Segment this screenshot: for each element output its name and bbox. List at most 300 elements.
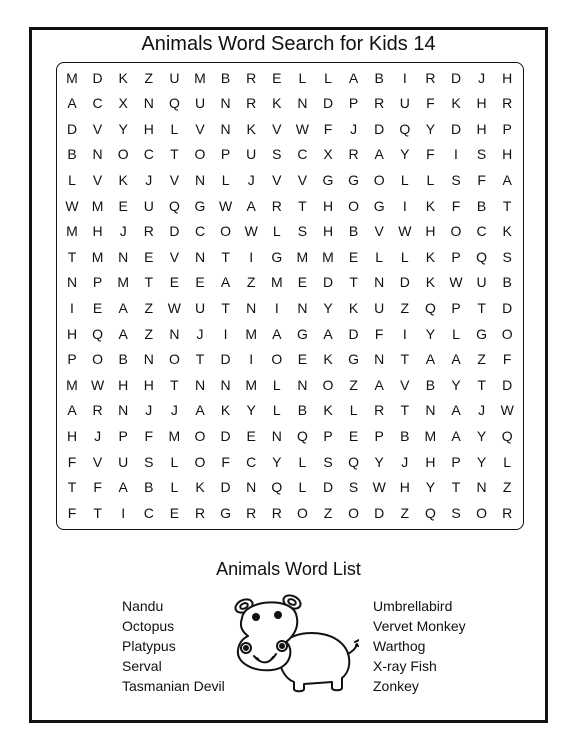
grid-letter: U <box>476 274 487 291</box>
grid-letter: C <box>297 146 308 163</box>
grid-letter: S <box>323 453 333 470</box>
grid-letter: H <box>399 479 410 496</box>
grid-letter: J <box>350 120 358 137</box>
grid-letter: T <box>400 402 410 419</box>
grid-letter: T <box>451 479 461 496</box>
grid-letter: V <box>92 453 103 470</box>
word-list-right <box>373 596 466 696</box>
grid-letter: E <box>92 299 103 316</box>
grid-letter: G <box>322 171 334 188</box>
grid-letter: L <box>375 248 384 265</box>
grid-letter: N <box>297 95 308 112</box>
grid-letter: I <box>402 197 407 214</box>
grid-letter: E <box>348 248 359 265</box>
grid-letter: J <box>119 223 127 240</box>
grid-letter: B <box>476 197 487 214</box>
grid-letter: H <box>143 120 154 137</box>
grid-letter: O <box>117 146 129 163</box>
grid-letter: V <box>374 223 384 240</box>
word-list-item: Platypus <box>122 638 176 654</box>
grid-letter: H <box>66 427 78 444</box>
grid-letter: C <box>143 504 154 521</box>
grid-letter: T <box>170 376 179 393</box>
grid-letter: P <box>67 351 77 368</box>
grid-letter: B <box>400 427 410 444</box>
grid-letter: J <box>478 69 486 86</box>
grid-letter: K <box>425 197 436 214</box>
grid-letter: M <box>424 427 437 444</box>
grid-letter: P <box>348 95 359 112</box>
grid-letter: C <box>476 223 487 240</box>
grid-letter: S <box>476 146 487 163</box>
grid-letter: T <box>477 299 486 316</box>
grid-letter: I <box>249 248 254 265</box>
grid-letter: G <box>373 197 385 214</box>
grid-letter: R <box>271 504 282 521</box>
grid-letter: Y <box>476 453 487 470</box>
grid-letter: K <box>348 299 359 316</box>
word-list-item: X-ray Fish <box>373 658 437 674</box>
grid-letter: J <box>196 325 204 342</box>
grid-letter: F <box>374 325 384 342</box>
grid-letter: L <box>272 376 281 393</box>
grid-letter: U <box>399 95 410 112</box>
grid-letter: I <box>70 299 74 316</box>
grid-letter: K <box>272 95 282 112</box>
grid-letter: A <box>451 402 461 419</box>
grid-letter: H <box>118 376 129 393</box>
grid-letter: K <box>425 274 436 291</box>
grid-letter: R <box>374 402 385 419</box>
grid-letter: A <box>118 479 128 496</box>
grid-letter: P <box>502 120 512 137</box>
grid-letter: A <box>67 402 77 419</box>
grid-letter: O <box>348 504 360 521</box>
grid-letter: J <box>247 171 255 188</box>
grid-letter: I <box>402 69 407 86</box>
grid-letter: B <box>144 479 154 496</box>
grid-letter: L <box>272 223 281 240</box>
grid-letter: I <box>402 325 407 342</box>
grid-letter: W <box>500 402 514 419</box>
grid-letter: R <box>194 504 206 521</box>
grid-letter: Y <box>476 427 487 444</box>
grid-letter: M <box>270 274 283 291</box>
grid-letter: V <box>272 120 282 137</box>
grid-letter: J <box>145 402 153 419</box>
grid-letter: R <box>425 69 436 86</box>
grid-letter: U <box>118 453 129 470</box>
grid-letter: N <box>194 376 206 393</box>
grid-letter: F <box>502 351 512 368</box>
grid-letter: N <box>194 171 206 188</box>
grid-letter: M <box>168 427 181 444</box>
grid-letter: S <box>272 146 282 163</box>
grid-letter: L <box>221 171 230 188</box>
grid-letter: U <box>169 69 180 86</box>
grid-letter: P <box>451 299 461 316</box>
grid-letter: O <box>322 376 334 393</box>
grid-letter: A <box>425 351 436 368</box>
grid-letter: V <box>195 120 205 137</box>
grid-letter: M <box>66 223 78 240</box>
word-list-item: Warthog <box>373 638 426 654</box>
grid-letter: D <box>374 120 385 137</box>
grid-letter: E <box>297 274 308 291</box>
grid-letter: S <box>297 223 308 240</box>
grid-letter: U <box>194 95 206 112</box>
grid-letter: R <box>92 402 103 419</box>
grid-letter: Y <box>425 479 436 496</box>
grid-letter: M <box>296 248 309 265</box>
grid-letter: N <box>425 402 436 419</box>
grid-letter: H <box>143 376 154 393</box>
grid-letter: D <box>322 479 334 496</box>
grid-letter: Z <box>400 299 410 316</box>
grid-letter: T <box>67 479 77 496</box>
grid-letter: Z <box>144 69 154 86</box>
grid-letter: E <box>272 69 282 86</box>
grid-letter: C <box>194 223 206 240</box>
grid-letter: K <box>425 248 436 265</box>
grid-letter: V <box>169 248 180 265</box>
grid-letter: H <box>476 120 487 137</box>
grid-letter: X <box>118 95 128 112</box>
grid-letter: W <box>295 120 309 137</box>
grid-letter: H <box>322 223 334 240</box>
grid-letter: V <box>400 376 410 393</box>
grid-letter: J <box>401 453 409 470</box>
grid-letter: A <box>323 325 333 342</box>
grid-letter: F <box>323 120 333 137</box>
grid-letter: K <box>118 171 128 188</box>
grid-letter: I <box>249 351 254 368</box>
grid-letter: M <box>245 376 258 393</box>
grid-letter: P <box>374 427 384 444</box>
grid-letter: Q <box>476 248 488 265</box>
grid-letter: N <box>246 479 257 496</box>
grid-letter: P <box>323 427 333 444</box>
grid-letter: M <box>117 274 130 291</box>
grid-letter: Z <box>349 376 358 393</box>
grid-letter: R <box>374 95 385 112</box>
grid-letter: O <box>373 171 385 188</box>
grid-letter: N <box>297 299 308 316</box>
grid-letter: L <box>298 479 307 496</box>
grid-letter: A <box>374 146 384 163</box>
grid-letter: O <box>476 504 488 521</box>
grid-letter: B <box>374 69 384 86</box>
grid-letter: A <box>220 274 231 291</box>
grid-letter: Z <box>144 299 154 316</box>
grid-letter: O <box>501 325 513 342</box>
grid-letter: K <box>323 351 333 368</box>
grid-letter: A <box>67 95 77 112</box>
grid-letter: H <box>502 146 513 163</box>
grid-letter: T <box>93 504 102 521</box>
grid-letter: P <box>92 274 103 291</box>
grid-letter: B <box>348 223 359 240</box>
grid-letter: Q <box>424 299 436 316</box>
grid-letter: Y <box>400 146 410 163</box>
grid-letter: T <box>400 351 410 368</box>
grid-letter: C <box>143 146 154 163</box>
grid-letter: F <box>144 427 154 444</box>
grid-letter: A <box>118 325 128 342</box>
grid-letter: N <box>374 351 385 368</box>
word-list-item: Serval <box>122 658 162 674</box>
grid-letter: Q <box>501 427 513 444</box>
grid-letter: F <box>67 504 77 521</box>
grid-letter: B <box>220 69 231 86</box>
grid-letter: A <box>451 351 461 368</box>
grid-letter: S <box>451 504 461 521</box>
grid-letter: C <box>246 453 257 470</box>
grid-letter: R <box>246 504 257 521</box>
grid-letter: J <box>478 402 486 419</box>
word-list-item: Tasmanian Devil <box>122 678 225 694</box>
grid-letter: D <box>220 427 231 444</box>
grid-letter: H <box>425 223 436 240</box>
grid-letter: D <box>322 95 334 112</box>
grid-letter: K <box>246 120 256 137</box>
word-list-left <box>122 596 225 696</box>
grid-letter: T <box>477 376 486 393</box>
grid-letter: L <box>452 325 460 342</box>
grid-letter: A <box>451 427 461 444</box>
grid-letter: T <box>221 248 230 265</box>
grid-letter: S <box>348 479 359 496</box>
grid-letter: G <box>348 171 360 188</box>
grid-letter: C <box>92 95 103 112</box>
grid-letter: A <box>272 325 282 342</box>
grid-letter: N <box>246 299 257 316</box>
grid-letter: Y <box>425 120 436 137</box>
grid-letter: L <box>170 453 179 470</box>
grid-letter: U <box>246 146 257 163</box>
grid-letter: O <box>92 351 104 368</box>
grid-letter: Y <box>425 325 436 342</box>
grid-letter: H <box>476 95 487 112</box>
grid-letter: B <box>118 351 128 368</box>
grid-letter: G <box>271 248 283 265</box>
grid-letter: V <box>92 120 103 137</box>
grid-letter: V <box>297 171 308 188</box>
grid-letter: Q <box>399 120 411 137</box>
grid-letter: N <box>143 95 154 112</box>
grid-letter: O <box>296 504 308 521</box>
grid-letter: N <box>143 351 154 368</box>
grid-letter: F <box>67 453 77 470</box>
grid-letter: F <box>93 479 102 496</box>
grid-letter: Y <box>323 299 333 316</box>
grid-letter: J <box>94 427 102 444</box>
grid-letter: F <box>451 197 461 214</box>
grid-letter: W <box>65 197 79 214</box>
grid-letter: L <box>349 402 358 419</box>
grid-letter: D <box>220 479 231 496</box>
grid-letter: U <box>194 299 206 316</box>
grid-letter: A <box>374 376 384 393</box>
grid-letter: E <box>118 197 128 214</box>
grid-letter: D <box>399 274 410 291</box>
grid-letter: K <box>195 479 205 496</box>
grid-letter: K <box>220 402 231 419</box>
grid-letter: O <box>348 197 360 214</box>
grid-letter: N <box>66 274 78 291</box>
grid-letter: J <box>170 402 178 419</box>
grid-letter: W <box>244 223 258 240</box>
grid-letter: I <box>121 504 126 521</box>
grid-letter: T <box>502 197 512 214</box>
grid-letter: L <box>503 453 512 470</box>
grid-letter: Z <box>400 504 410 521</box>
grid-letter: Y <box>451 376 461 393</box>
grid-letter: T <box>170 146 179 163</box>
grid-letter: E <box>169 504 180 521</box>
grid-letter: G <box>476 325 488 342</box>
grid-letter: Q <box>348 453 360 470</box>
grid-letter: N <box>118 402 129 419</box>
grid-letter: B <box>67 146 77 163</box>
grid-letter: T <box>298 197 307 214</box>
grid-letter: A <box>502 171 512 188</box>
grid-letter: Q <box>92 325 104 342</box>
grid-letter: W <box>218 197 233 214</box>
grid-letter: Z <box>246 274 256 291</box>
grid-letter: R <box>502 95 513 112</box>
grid-letter: W <box>398 223 412 240</box>
grid-letter: P <box>220 146 231 163</box>
grid-letter: N <box>297 376 308 393</box>
grid-letter: D <box>450 120 462 137</box>
grid-letter: L <box>170 120 179 137</box>
grid-letter: M <box>66 376 78 393</box>
grid-letter: Q <box>271 479 283 496</box>
grid-letter: O <box>271 351 283 368</box>
grid-letter: O <box>450 223 462 240</box>
grid-letter: M <box>66 69 78 86</box>
grid-letter: O <box>220 223 232 240</box>
grid-letter: E <box>297 351 308 368</box>
grid-letter: M <box>194 69 206 86</box>
grid-letter: W <box>372 479 386 496</box>
grid-letter: Z <box>144 325 154 342</box>
grid-letter: E <box>169 274 180 291</box>
grid-letter: X <box>323 146 333 163</box>
grid-letter: N <box>169 325 180 342</box>
grid-letter: T <box>144 274 154 291</box>
grid-letter: H <box>322 197 334 214</box>
grid-letter: R <box>502 504 513 521</box>
grid-letter: K <box>502 223 512 240</box>
grid-letter: E <box>195 274 205 291</box>
grid-letter: M <box>245 325 258 342</box>
grid-letter: W <box>449 274 463 291</box>
puzzle-title: Animals Word Search for Kids 14 <box>141 33 436 55</box>
grid-letter: G <box>194 197 206 214</box>
grid-letter: R <box>246 95 257 112</box>
grid-letter: P <box>451 453 461 470</box>
grid-letter: Y <box>374 453 384 470</box>
grid-letter: D <box>374 504 385 521</box>
grid-letter: N <box>220 376 231 393</box>
grid-letter: M <box>91 248 104 265</box>
grid-letter: D <box>169 223 180 240</box>
grid-letter: L <box>272 402 281 419</box>
grid-letter: D <box>322 274 334 291</box>
grid-letter: O <box>194 453 206 470</box>
grid-letter: B <box>502 274 512 291</box>
word-list-item: Nandu <box>122 598 164 614</box>
grid-letter: Q <box>296 427 308 444</box>
grid-letter: F <box>426 146 435 163</box>
grid-letter: A <box>195 402 205 419</box>
grid-letter: R <box>348 146 359 163</box>
grid-letter: G <box>220 504 232 521</box>
grid-letter: G <box>348 351 360 368</box>
word-list-title: Animals Word List <box>216 559 361 579</box>
grid-letter: Q <box>424 504 436 521</box>
grid-letter: V <box>169 171 180 188</box>
grid-letter: D <box>348 325 359 342</box>
grid-letter: L <box>170 479 179 496</box>
grid-letter: W <box>90 376 105 393</box>
grid-letter: R <box>246 69 257 86</box>
grid-letter: D <box>502 376 513 393</box>
grid-letter: L <box>426 171 435 188</box>
grid-letter: N <box>271 427 282 444</box>
grid-letter: A <box>348 69 359 86</box>
grid-letter: S <box>144 453 154 470</box>
grid-letter: T <box>67 248 77 265</box>
grid-letter: O <box>168 351 180 368</box>
grid-letter: H <box>502 69 513 86</box>
grid-letter: D <box>92 69 103 86</box>
grid-letter: D <box>450 69 462 86</box>
grid-letter: P <box>451 248 461 265</box>
grid-letter: F <box>221 453 230 470</box>
grid-letter: L <box>400 248 409 265</box>
grid-letter: Z <box>323 504 333 521</box>
grid-letter: T <box>349 274 358 291</box>
grid-letter: L <box>298 453 307 470</box>
grid-letter: N <box>194 248 206 265</box>
grid-letter: N <box>92 146 103 163</box>
grid-letter: E <box>144 248 154 265</box>
word-list-item: Octopus <box>122 618 175 634</box>
grid-letter: Y <box>118 120 128 137</box>
grid-letter: T <box>195 351 205 368</box>
grid-letter: Q <box>168 197 180 214</box>
grid-letter: Z <box>502 479 512 496</box>
grid-letter: D <box>220 351 231 368</box>
grid-letter: A <box>246 197 256 214</box>
grid-letter: E <box>246 427 256 444</box>
grid-letter: F <box>477 171 486 188</box>
grid-letter: S <box>451 171 461 188</box>
grid-letter: Q <box>168 95 180 112</box>
grid-letter: O <box>194 427 206 444</box>
grid-letter: W <box>167 299 181 316</box>
grid-letter: R <box>271 197 282 214</box>
grid-letter: Y <box>272 453 282 470</box>
grid-letter: Y <box>246 402 256 419</box>
grid-letter: K <box>323 402 333 419</box>
grid-letter: N <box>220 120 231 137</box>
grid-letter: H <box>66 325 78 342</box>
grid-letter: F <box>426 95 435 112</box>
